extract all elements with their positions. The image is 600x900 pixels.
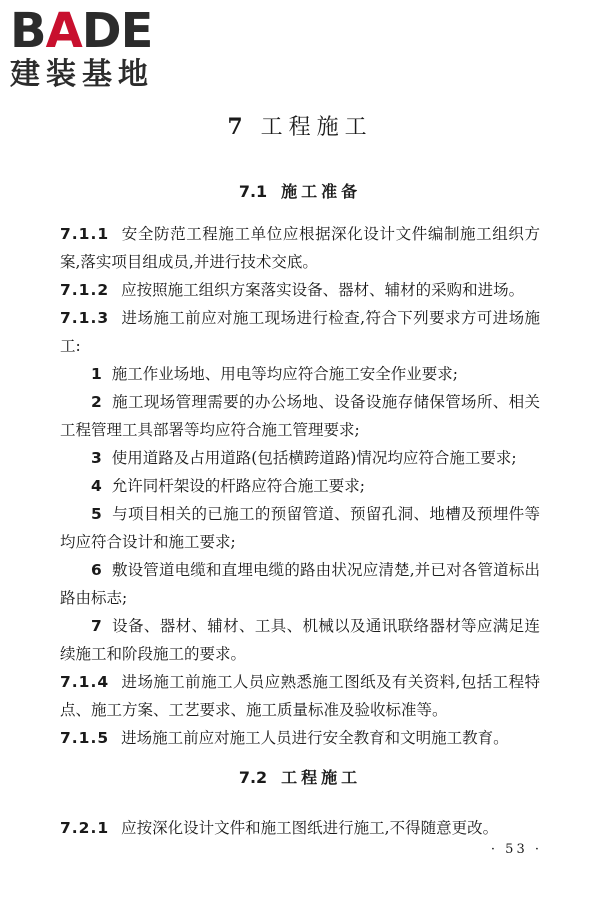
list-item: 2 施工现场管理需要的办公场地、设备设施存储保管场所、相关工程管理工具部署等均应符合施工管理要求;: [60, 393, 540, 439]
list-item: 6 敷设管道电缆和直埋电缆的路由状况应清楚,并已对各管道标出路由标志;: [60, 561, 540, 607]
clause: 7.2.1 应按深化设计文件和施工图纸进行施工,不得随意更改。: [60, 819, 499, 837]
logo: [10, 3, 180, 92]
logo-subtitle: 建装基地: [10, 57, 154, 92]
clause: 7.1.2 应按照施工组织方案落实设备、器材、辅材的采购和进场。: [60, 281, 525, 299]
clause: 7.1.3 进场施工前应对施工现场进行检查,符合下列要求方可进场施工:: [60, 309, 540, 355]
clause: 7.1.1 安全防范工程施工单位应根据深化设计文件编制施工组织方案,落实项目组成员,并进行技术交底。: [60, 225, 540, 271]
logo-wordmark: BADE: [10, 3, 153, 59]
chapter-name: 工程施工: [260, 115, 373, 140]
section-title-7-1: 7.1 施工准备: [238, 182, 362, 201]
list-item: 1 施工作业场地、用电等均应符合施工安全作业要求;: [91, 365, 459, 383]
section-7-1-body: [60, 220, 540, 752]
list-item: 7 设备、器材、辅材、工具、机械以及通讯联络器材等应满足连续施工和阶段施工的要求。: [60, 617, 540, 663]
list-item: 5 与项目相关的已施工的预留管道、预留孔洞、地槽及预埋件等均应符合设计和施工要求;: [60, 505, 540, 551]
page-number: · 53 ·: [490, 842, 542, 857]
chapter-title: [0, 112, 600, 143]
list-item: 4 允许同杆架设的杆路应符合施工要求;: [91, 477, 366, 495]
chapter-number: 7: [227, 114, 243, 140]
clause: 7.1.5 进场施工前应对施工人员进行安全教育和文明施工教育。: [60, 729, 509, 747]
section-7-2-body: [60, 814, 540, 842]
clause: 7.1.4 进场施工前施工人员应熟悉施工图纸及有关资料,包括工程特点、施工方案、工艺要求、施工质量标准及验收标准等。: [60, 673, 540, 719]
section-title-7-2: 7.2 工程施工: [238, 768, 362, 787]
list-item: 3 使用道路及占用道路(包括横跨道路)情况均应符合施工要求;: [91, 449, 517, 467]
